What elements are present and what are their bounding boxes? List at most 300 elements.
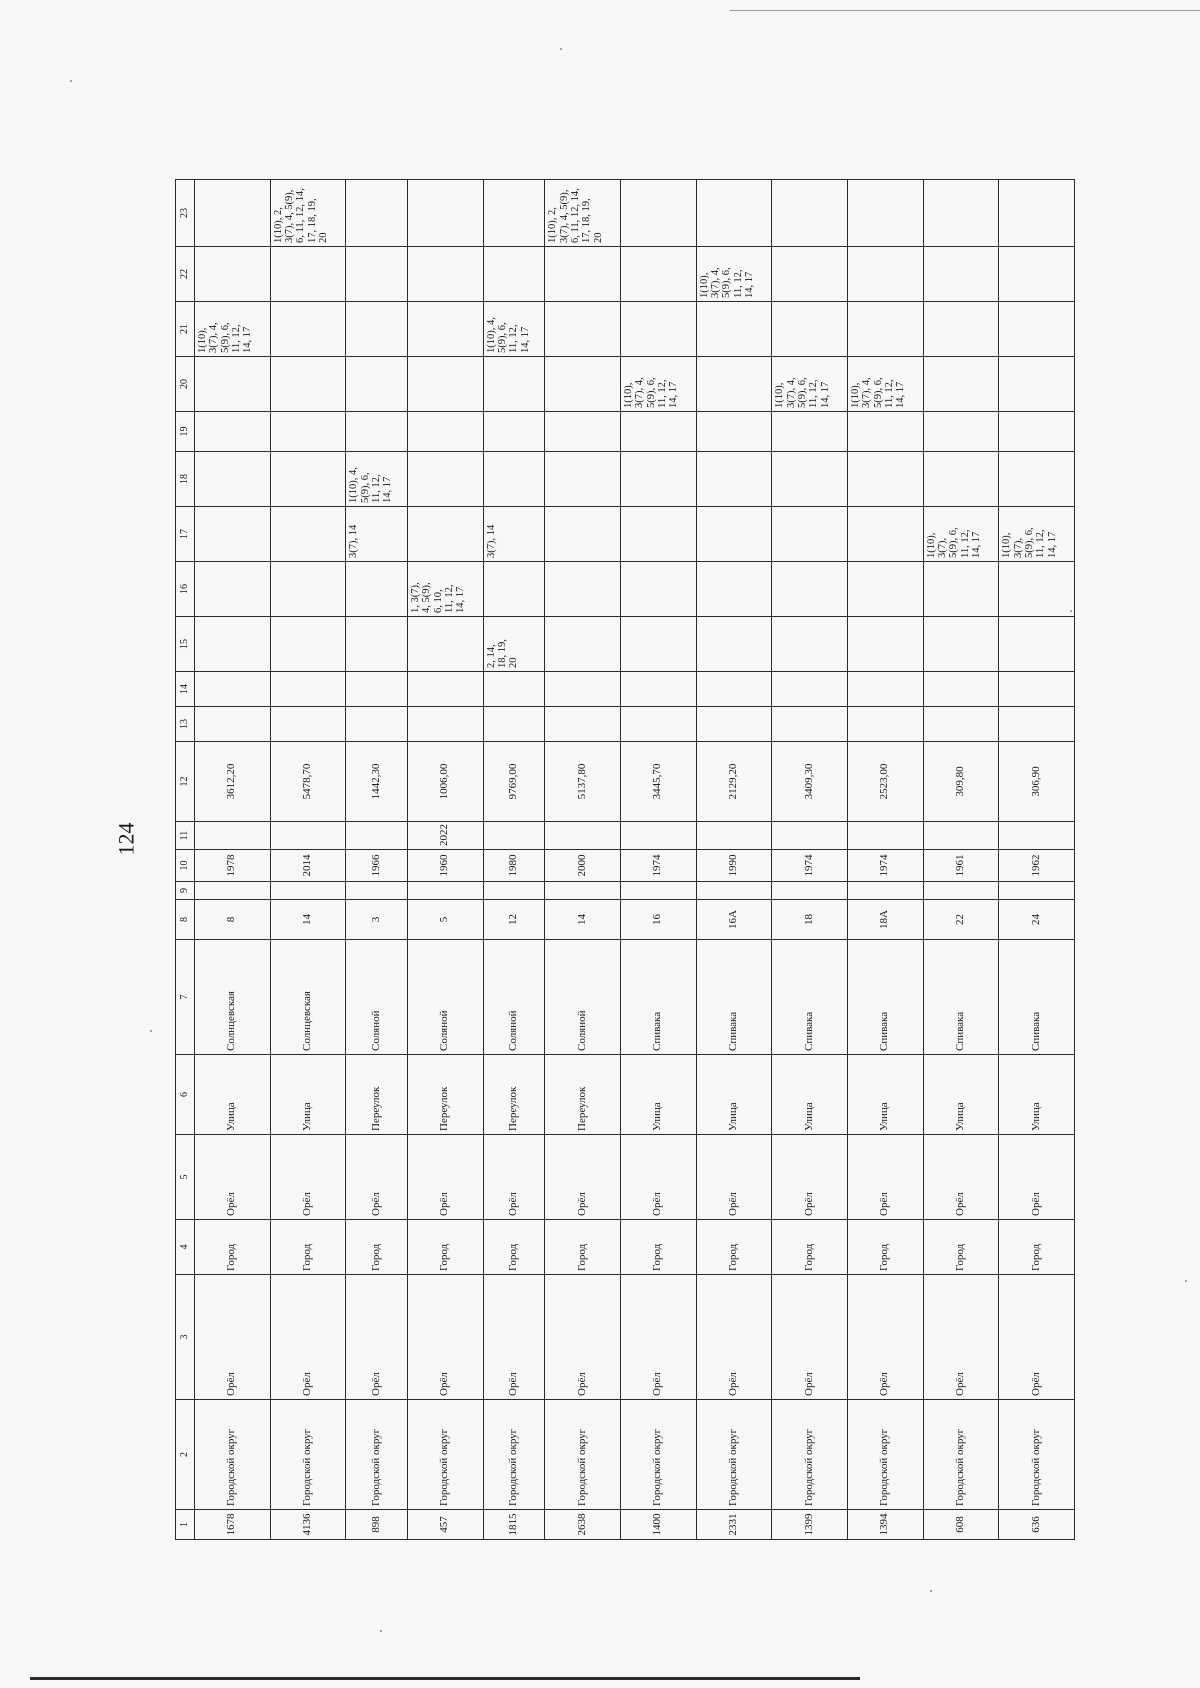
cell-col-23 xyxy=(772,180,848,247)
cell-col-15 xyxy=(346,617,408,672)
cell-col-17: 3(7), 14 xyxy=(483,507,545,562)
cell-col-16 xyxy=(195,562,271,617)
header-row xyxy=(176,180,195,1540)
cell-col-1: 608 xyxy=(923,1510,999,1540)
cell-col-13 xyxy=(270,707,346,742)
cell-col-6: Улица xyxy=(772,1055,848,1135)
cell-col-3: Орёл xyxy=(847,1275,923,1400)
cell-col-21 xyxy=(772,302,848,357)
column-header-20: 20 xyxy=(176,357,195,412)
cell-col-18 xyxy=(847,452,923,507)
cell-col-9 xyxy=(346,882,408,900)
cell-col-12: 3445,70 xyxy=(621,742,697,822)
cell-col-7: Спивака xyxy=(999,940,1075,1055)
table-row xyxy=(483,180,545,1540)
cell-col-10: 1961 xyxy=(923,850,999,882)
cell-col-17 xyxy=(545,507,621,562)
cell-col-14 xyxy=(772,672,848,707)
cell-col-1: 1815 xyxy=(483,1510,545,1540)
cell-col-16 xyxy=(999,562,1075,617)
column-header-23: 23 xyxy=(176,180,195,247)
cell-col-8: 5 xyxy=(408,900,484,940)
cell-col-12: 9769,00 xyxy=(483,742,545,822)
cell-col-11: 2022 xyxy=(408,822,484,850)
cell-col-6: Улица xyxy=(999,1055,1075,1135)
cell-col-9 xyxy=(772,882,848,900)
cell-col-18 xyxy=(270,452,346,507)
cell-col-9 xyxy=(621,882,697,900)
cell-col-22 xyxy=(346,247,408,302)
cell-col-15: 2, 14, 18, 19, 20 xyxy=(483,617,545,672)
cell-col-10: 1960 xyxy=(408,850,484,882)
cell-col-23 xyxy=(923,180,999,247)
column-header-10: 10 xyxy=(176,850,195,882)
cell-col-1: 636 xyxy=(999,1510,1075,1540)
cell-col-4: Город xyxy=(847,1220,923,1275)
cell-col-2: Городской округ xyxy=(270,1400,346,1510)
cell-col-4: Город xyxy=(408,1220,484,1275)
cell-col-2: Городской округ xyxy=(696,1400,772,1510)
cell-col-10: 1990 xyxy=(696,850,772,882)
column-header-11: 11 xyxy=(176,822,195,850)
cell-col-9 xyxy=(483,882,545,900)
table-row xyxy=(270,180,346,1540)
cell-col-13 xyxy=(923,707,999,742)
cell-col-2: Городской округ xyxy=(408,1400,484,1510)
cell-col-10: 2000 xyxy=(545,850,621,882)
cell-col-23 xyxy=(483,180,545,247)
cell-col-5: Орёл xyxy=(545,1135,621,1220)
cell-col-23 xyxy=(346,180,408,247)
cell-col-3: Орёл xyxy=(999,1275,1075,1400)
cell-col-1: 1400 xyxy=(621,1510,697,1540)
column-header-8: 8 xyxy=(176,900,195,940)
cell-col-20: 1(10), 3(7), 4, 5(9), 6, 11, 12, 14, 17 xyxy=(772,357,848,412)
cell-col-23: 1(10), 2, 3(7), 4, 5(9), 6, 11, 12, 14, 17, 18, 19, 20 xyxy=(270,180,346,247)
cell-col-8: 12 xyxy=(483,900,545,940)
cell-col-21: 1(10), 3(7), 4, 5(9), 6, 11, 12, 14, 17 xyxy=(195,302,271,357)
cell-col-13 xyxy=(346,707,408,742)
cell-col-23 xyxy=(621,180,697,247)
cell-col-20 xyxy=(270,357,346,412)
cell-col-1: 1399 xyxy=(772,1510,848,1540)
cell-col-15 xyxy=(772,617,848,672)
cell-col-10: 1980 xyxy=(483,850,545,882)
cell-col-13 xyxy=(195,707,271,742)
cell-col-21 xyxy=(270,302,346,357)
cell-col-19 xyxy=(195,412,271,452)
cell-col-19 xyxy=(545,412,621,452)
cell-col-9 xyxy=(696,882,772,900)
cell-col-2: Городской округ xyxy=(483,1400,545,1510)
cell-col-5: Орёл xyxy=(621,1135,697,1220)
cell-col-4: Город xyxy=(270,1220,346,1275)
cell-col-17 xyxy=(772,507,848,562)
cell-col-19 xyxy=(696,412,772,452)
cell-col-2: Городской округ xyxy=(346,1400,408,1510)
cell-col-7: Спивака xyxy=(847,940,923,1055)
cell-col-13 xyxy=(696,707,772,742)
cell-col-11 xyxy=(621,822,697,850)
scan-artifact-line-bottom xyxy=(30,1677,860,1680)
cell-col-17 xyxy=(847,507,923,562)
cell-col-4: Город xyxy=(621,1220,697,1275)
cell-col-12: 3409,30 xyxy=(772,742,848,822)
cell-col-11 xyxy=(772,822,848,850)
cell-col-21 xyxy=(923,302,999,357)
cell-col-17 xyxy=(408,507,484,562)
cell-col-17 xyxy=(696,507,772,562)
cell-col-19 xyxy=(847,412,923,452)
cell-col-8: 18А xyxy=(847,900,923,940)
cell-col-3: Орёл xyxy=(545,1275,621,1400)
cell-col-3: Орёл xyxy=(195,1275,271,1400)
cell-col-7: Спивака xyxy=(621,940,697,1055)
cell-col-5: Орёл xyxy=(847,1135,923,1220)
cell-col-13 xyxy=(483,707,545,742)
cell-col-10: 2014 xyxy=(270,850,346,882)
cell-col-7: Спивака xyxy=(696,940,772,1055)
cell-col-11 xyxy=(195,822,271,850)
cell-col-22 xyxy=(772,247,848,302)
cell-col-13 xyxy=(772,707,848,742)
cell-col-6: Улица xyxy=(621,1055,697,1135)
cell-col-21 xyxy=(346,302,408,357)
cell-col-7: Солнцевская xyxy=(270,940,346,1055)
cell-col-5: Орёл xyxy=(483,1135,545,1220)
cell-col-6: Улица xyxy=(847,1055,923,1135)
cell-col-4: Город xyxy=(696,1220,772,1275)
cell-col-16 xyxy=(847,562,923,617)
cell-col-9 xyxy=(923,882,999,900)
table-row xyxy=(408,180,484,1540)
cell-col-14 xyxy=(483,672,545,707)
cell-col-15 xyxy=(621,617,697,672)
cell-col-19 xyxy=(999,412,1075,452)
cell-col-5: Орёл xyxy=(999,1135,1075,1220)
cell-col-9 xyxy=(408,882,484,900)
cell-col-20: 1(10), 3(7), 4, 5(9), 6, 11, 12, 14, 17 xyxy=(847,357,923,412)
column-header-17: 17 xyxy=(176,507,195,562)
cell-col-15 xyxy=(195,617,271,672)
cell-col-15 xyxy=(696,617,772,672)
cell-col-21 xyxy=(621,302,697,357)
cell-col-16 xyxy=(483,562,545,617)
cell-col-13 xyxy=(999,707,1075,742)
cell-col-13 xyxy=(408,707,484,742)
cell-col-14 xyxy=(847,672,923,707)
column-header-16: 16 xyxy=(176,562,195,617)
cell-col-16: 1, 3(7), 4, 5(9), 6, 10, 11, 12, 14, 17 xyxy=(408,562,484,617)
cell-col-11 xyxy=(346,822,408,850)
cell-col-1: 2331 xyxy=(696,1510,772,1540)
table-row xyxy=(195,180,271,1540)
cell-col-7: Солнцевская xyxy=(195,940,271,1055)
cell-col-20 xyxy=(923,357,999,412)
cell-col-11 xyxy=(545,822,621,850)
scan-artifact-line-top xyxy=(730,10,1200,11)
cell-col-6: Переулок xyxy=(408,1055,484,1135)
cell-col-17: 3(7), 14 xyxy=(346,507,408,562)
scan-speck xyxy=(930,1590,932,1592)
cell-col-12: 2523,00 xyxy=(847,742,923,822)
cell-col-2: Городской округ xyxy=(847,1400,923,1510)
cell-col-18 xyxy=(483,452,545,507)
cell-col-4: Город xyxy=(483,1220,545,1275)
cell-col-12: 309,80 xyxy=(923,742,999,822)
cell-col-3: Орёл xyxy=(346,1275,408,1400)
scan-speck xyxy=(150,1030,152,1032)
column-header-19: 19 xyxy=(176,412,195,452)
cell-col-16 xyxy=(545,562,621,617)
cell-col-23: 1(10), 2, 3(7), 4, 5(9), 6, 11, 12, 14, 17, 18, 19, 20 xyxy=(545,180,621,247)
cell-col-6: Улица xyxy=(195,1055,271,1135)
cell-col-4: Город xyxy=(545,1220,621,1275)
cell-col-6: Улица xyxy=(696,1055,772,1135)
cell-col-5: Орёл xyxy=(195,1135,271,1220)
cell-col-6: Переулок xyxy=(545,1055,621,1135)
cell-col-16 xyxy=(772,562,848,617)
cell-col-22 xyxy=(270,247,346,302)
cell-col-14 xyxy=(408,672,484,707)
cell-col-13 xyxy=(621,707,697,742)
cell-col-20 xyxy=(483,357,545,412)
rotated-table-container xyxy=(175,180,1075,1540)
cell-col-8: 14 xyxy=(270,900,346,940)
cell-col-17: 1(10), 3(7), 5(9), 6, 11, 12, 14, 17 xyxy=(999,507,1075,562)
cell-col-5: Орёл xyxy=(408,1135,484,1220)
cell-col-1: 1394 xyxy=(847,1510,923,1540)
table-row xyxy=(847,180,923,1540)
scan-speck xyxy=(380,1630,382,1632)
cell-col-10: 1962 xyxy=(999,850,1075,882)
cell-col-18 xyxy=(696,452,772,507)
cell-col-20 xyxy=(545,357,621,412)
cell-col-1: 1678 xyxy=(195,1510,271,1540)
cell-col-8: 16А xyxy=(696,900,772,940)
cell-col-5: Орёл xyxy=(270,1135,346,1220)
column-header-4: 4 xyxy=(176,1220,195,1275)
cell-col-12: 1006,00 xyxy=(408,742,484,822)
cell-col-19 xyxy=(772,412,848,452)
cell-col-3: Орёл xyxy=(483,1275,545,1400)
scan-speck xyxy=(560,48,562,50)
cell-col-5: Орёл xyxy=(346,1135,408,1220)
scan-speck xyxy=(1185,1280,1187,1282)
cell-col-15 xyxy=(999,617,1075,672)
table-row xyxy=(999,180,1075,1540)
column-header-1: 1 xyxy=(176,1510,195,1540)
cell-col-20: 1(10), 3(7), 4, 5(9), 6, 11, 12, 14, 17 xyxy=(621,357,697,412)
cell-col-3: Орёл xyxy=(408,1275,484,1400)
cell-col-2: Городской округ xyxy=(545,1400,621,1510)
cell-col-1: 4136 xyxy=(270,1510,346,1540)
cell-col-22 xyxy=(408,247,484,302)
cell-col-9 xyxy=(270,882,346,900)
cell-col-12: 5137,80 xyxy=(545,742,621,822)
cell-col-5: Орёл xyxy=(923,1135,999,1220)
column-header-5: 5 xyxy=(176,1135,195,1220)
cell-col-14 xyxy=(195,672,271,707)
cell-col-9 xyxy=(999,882,1075,900)
column-header-7: 7 xyxy=(176,940,195,1055)
cell-col-8: 3 xyxy=(346,900,408,940)
cell-col-20 xyxy=(999,357,1075,412)
cell-col-19 xyxy=(923,412,999,452)
cell-col-7: Соляной xyxy=(408,940,484,1055)
column-header-13: 13 xyxy=(176,707,195,742)
cell-col-2: Городской округ xyxy=(621,1400,697,1510)
cell-col-18 xyxy=(772,452,848,507)
cell-col-21: 1(10), 4, 5(9), 6, 11, 12, 14, 17 xyxy=(483,302,545,357)
table-row xyxy=(545,180,621,1540)
cell-col-10: 1974 xyxy=(772,850,848,882)
cell-col-21 xyxy=(545,302,621,357)
table-row xyxy=(621,180,697,1540)
cell-col-10: 1978 xyxy=(195,850,271,882)
cell-col-12: 5478,70 xyxy=(270,742,346,822)
cell-col-2: Городской округ xyxy=(923,1400,999,1510)
cell-col-12: 1442,30 xyxy=(346,742,408,822)
cell-col-14 xyxy=(346,672,408,707)
cell-col-18 xyxy=(621,452,697,507)
column-header-21: 21 xyxy=(176,302,195,357)
cell-col-9 xyxy=(847,882,923,900)
cell-col-15 xyxy=(545,617,621,672)
cell-col-19 xyxy=(346,412,408,452)
scan-speck xyxy=(70,80,72,82)
cell-col-18: 1(10), 4, 5(9), 6, 11, 12, 14, 17 xyxy=(346,452,408,507)
cell-col-4: Город xyxy=(772,1220,848,1275)
cell-col-22: 1(10), 3(7), 4, 5(9), 6, 11, 12, 14, 17 xyxy=(696,247,772,302)
cell-col-5: Орёл xyxy=(696,1135,772,1220)
column-header-15: 15 xyxy=(176,617,195,672)
table-row xyxy=(696,180,772,1540)
cell-col-22 xyxy=(621,247,697,302)
cell-col-3: Орёл xyxy=(923,1275,999,1400)
cell-col-22 xyxy=(545,247,621,302)
cell-col-19 xyxy=(483,412,545,452)
cell-col-10: 1974 xyxy=(621,850,697,882)
cell-col-22 xyxy=(847,247,923,302)
cell-col-18 xyxy=(923,452,999,507)
cell-col-1: 898 xyxy=(346,1510,408,1540)
cell-col-21 xyxy=(696,302,772,357)
cell-col-16 xyxy=(346,562,408,617)
column-header-3: 3 xyxy=(176,1275,195,1400)
cell-col-12: 3612,20 xyxy=(195,742,271,822)
cell-col-10: 1974 xyxy=(847,850,923,882)
cell-col-15 xyxy=(923,617,999,672)
cell-col-4: Город xyxy=(346,1220,408,1275)
column-header-6: 6 xyxy=(176,1055,195,1135)
cell-col-22 xyxy=(999,247,1075,302)
cell-col-22 xyxy=(483,247,545,302)
cell-col-19 xyxy=(270,412,346,452)
cell-col-18 xyxy=(999,452,1075,507)
cell-col-18 xyxy=(195,452,271,507)
cell-col-16 xyxy=(270,562,346,617)
cell-col-11 xyxy=(483,822,545,850)
cell-col-6: Улица xyxy=(923,1055,999,1135)
cell-col-1: 457 xyxy=(408,1510,484,1540)
cell-col-4: Город xyxy=(999,1220,1075,1275)
cell-col-7: Соляной xyxy=(346,940,408,1055)
cell-col-16 xyxy=(621,562,697,617)
cell-col-17 xyxy=(195,507,271,562)
cell-col-9 xyxy=(195,882,271,900)
cell-col-11 xyxy=(696,822,772,850)
cell-col-16 xyxy=(923,562,999,617)
cell-col-12: 2129,20 xyxy=(696,742,772,822)
cell-col-5: Орёл xyxy=(772,1135,848,1220)
column-header-9: 9 xyxy=(176,882,195,900)
cell-col-7: Спивака xyxy=(772,940,848,1055)
cell-col-8: 22 xyxy=(923,900,999,940)
registry-table xyxy=(175,179,1075,1540)
cell-col-23 xyxy=(847,180,923,247)
cell-col-11 xyxy=(999,822,1075,850)
cell-col-14 xyxy=(923,672,999,707)
table-body xyxy=(195,180,1075,1540)
cell-col-11 xyxy=(923,822,999,850)
cell-col-13 xyxy=(847,707,923,742)
cell-col-14 xyxy=(545,672,621,707)
cell-col-1: 2638 xyxy=(545,1510,621,1540)
cell-col-20 xyxy=(696,357,772,412)
cell-col-17: 1(10), 3(7), 5(9), 6, 11, 12, 14, 17 xyxy=(923,507,999,562)
column-header-12: 12 xyxy=(176,742,195,822)
cell-col-12: 306,90 xyxy=(999,742,1075,822)
cell-col-3: Орёл xyxy=(270,1275,346,1400)
cell-col-21 xyxy=(408,302,484,357)
cell-col-22 xyxy=(923,247,999,302)
cell-col-17 xyxy=(270,507,346,562)
cell-col-17 xyxy=(621,507,697,562)
cell-col-23 xyxy=(696,180,772,247)
cell-col-8: 24 xyxy=(999,900,1075,940)
cell-col-7: Соляной xyxy=(545,940,621,1055)
cell-col-8: 14 xyxy=(545,900,621,940)
cell-col-3: Орёл xyxy=(621,1275,697,1400)
cell-col-2: Городской округ xyxy=(999,1400,1075,1510)
cell-col-14 xyxy=(696,672,772,707)
cell-col-6: Улица xyxy=(270,1055,346,1135)
cell-col-20 xyxy=(408,357,484,412)
column-header-22: 22 xyxy=(176,247,195,302)
cell-col-13 xyxy=(545,707,621,742)
cell-col-11 xyxy=(847,822,923,850)
cell-col-8: 16 xyxy=(621,900,697,940)
cell-col-20 xyxy=(346,357,408,412)
cell-col-16 xyxy=(696,562,772,617)
cell-col-19 xyxy=(408,412,484,452)
cell-col-15 xyxy=(847,617,923,672)
cell-col-8: 18 xyxy=(772,900,848,940)
cell-col-21 xyxy=(847,302,923,357)
cell-col-3: Орёл xyxy=(772,1275,848,1400)
cell-col-4: Город xyxy=(923,1220,999,1275)
cell-col-3: Орёл xyxy=(696,1275,772,1400)
cell-col-2: Городской округ xyxy=(772,1400,848,1510)
cell-col-10: 1966 xyxy=(346,850,408,882)
cell-col-14 xyxy=(999,672,1075,707)
cell-col-22 xyxy=(195,247,271,302)
cell-col-23 xyxy=(195,180,271,247)
cell-col-2: Городской округ xyxy=(195,1400,271,1510)
cell-col-7: Соляной xyxy=(483,940,545,1055)
cell-col-6: Переулок xyxy=(346,1055,408,1135)
